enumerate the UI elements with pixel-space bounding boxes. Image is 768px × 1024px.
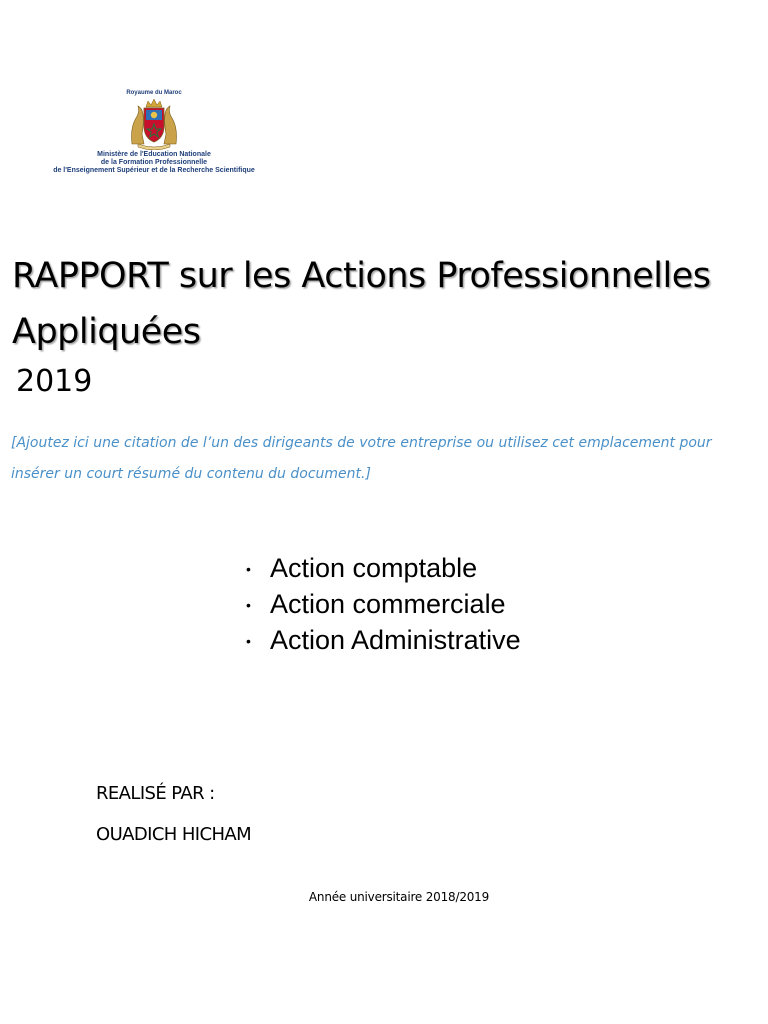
bullet-icon: • [246,597,251,613]
list-item [243,622,521,658]
letterhead [36,86,272,184]
actions-list [243,550,521,658]
academic-year: Année universitaire 2018/2019 [308,890,490,904]
realise-par-label: REALISÉ PAR : [96,783,215,804]
list-item [243,550,521,586]
abstract-placeholder: [Ajoutez ici une citation de l’un des dirigeants de votre entreprise ou utilisez cet emplacement pour insérer un court résumé du contenu du document.] [11,435,712,482]
letterhead-line: de l'Enseignement Supérieur et de la Recherche Scientifique [53,167,255,174]
bullet-icon: • [246,633,251,649]
author-name: OUADICH HICHAM [96,824,252,845]
action-label: Action comptable [270,553,478,583]
coat-of-arms-icon [126,98,182,150]
report-title-line2: Appliquées [12,312,201,352]
bullet-icon: • [246,561,251,577]
letterhead-line: de la Formation Professionnelle [100,159,208,166]
report-title [12,248,768,360]
report-year: 2019 [16,364,93,399]
list-item [243,586,521,622]
action-label: Action Administrative [270,625,521,655]
letterhead-line: Ministère de l'Education Nationale [97,151,211,158]
report-title-line1: RAPPORT sur les Actions Professionnelles [12,256,711,296]
letterhead-country: Royaume du Maroc [126,90,182,96]
action-label: Action commerciale [270,589,506,619]
letterhead-ministry [36,151,272,175]
